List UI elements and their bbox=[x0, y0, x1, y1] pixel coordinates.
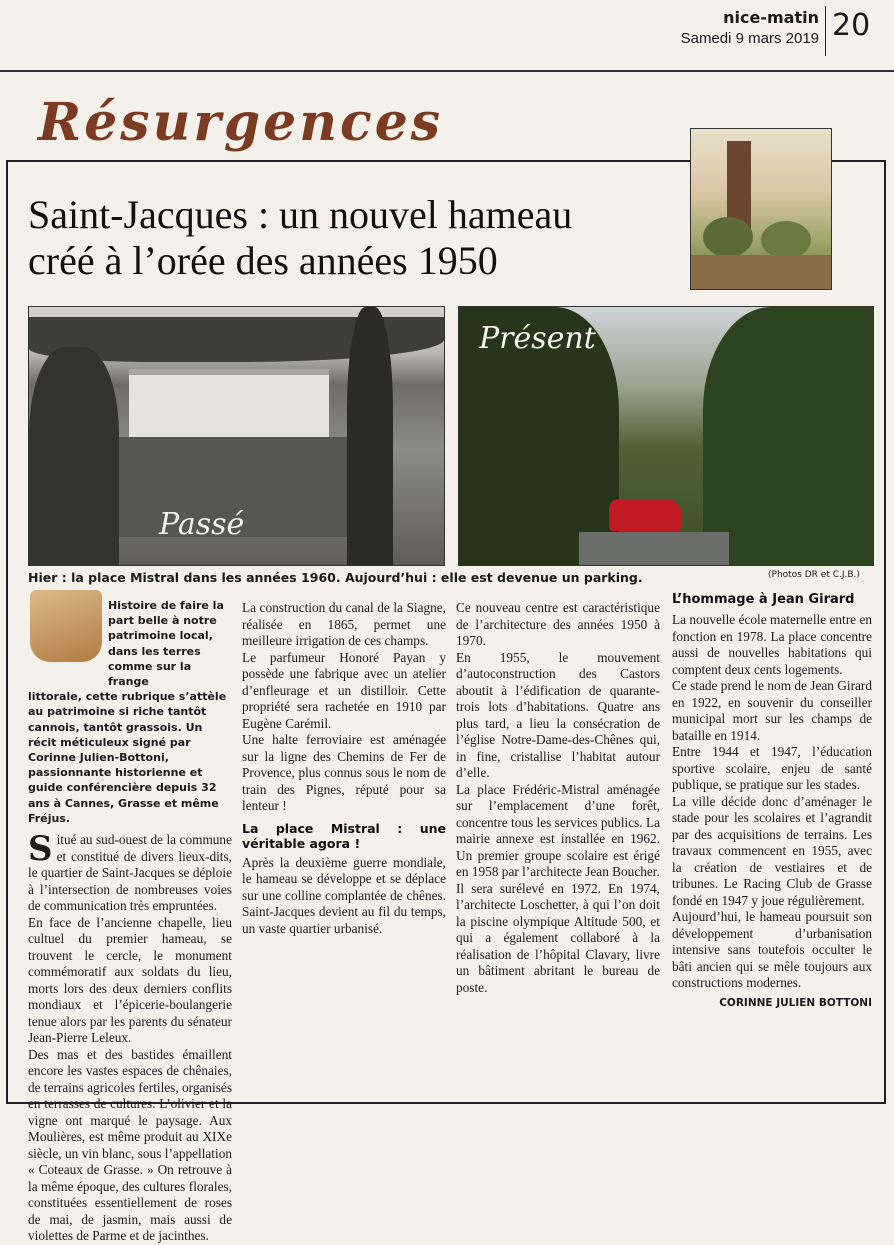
subheading: L’hommage à Jean Girard bbox=[672, 592, 855, 607]
paragraph: Situé au sud-ouest de la commune et constitué de divers lieux-dits, le quartier de Saint-Jacques se déploie à l’intersection de nombreuses voies de communication très empruntées. bbox=[28, 829, 232, 914]
masthead bbox=[0, 0, 894, 70]
paragraph: En 1955, le mouvement d’autoconstruction des Castors aboutit à l’édification de quarante-trois lots d’habitations. Quatre ans plus tard, a lieu la consécration de l’église Notre-Dame-des-Chênes qui, in fine, cristallise l’habitat autour d’elle. bbox=[456, 649, 660, 780]
top-rule bbox=[0, 70, 894, 72]
photo-present bbox=[458, 306, 874, 566]
photo-caption: Hier : la place Mistral dans les années 1960. Aujourd’hui : elle est devenue un parking. bbox=[28, 570, 643, 585]
photo-red-car bbox=[609, 499, 681, 531]
article-headline bbox=[28, 192, 678, 284]
paragraph: Une halte ferroviaire est aménagée sur la ligne des Chemins de Fer de Provence, plus connus sous le nom de train des Pignes, réputé pour sa lenteur ! bbox=[242, 732, 446, 813]
issue-date: Samedi 9 mars 2019 bbox=[680, 30, 819, 47]
rubric-title: Résurgences bbox=[38, 92, 444, 153]
headline-line-1: Saint-Jacques : un nouvel hameau bbox=[28, 192, 573, 237]
column-3 bbox=[456, 600, 660, 996]
photo-credit: (Photos DR et C.J.B.) bbox=[768, 570, 860, 580]
paragraph: Ce stade prend le nom de Jean Girard en 1922, en souvenir du conseiller municipal mort sur les champs de bataille en 1914. bbox=[672, 678, 872, 743]
paragraph: La ville décide donc d’aménager le stade pour les scolaires et l’agrandit par des acquisitions de terrains. Les travaux commencent en 1955, avec la création de vestiaires et de tribunes. Le Racing Club de Grasse fondé en 1947 y joue régulièrement. bbox=[672, 793, 872, 908]
column-1 bbox=[28, 598, 232, 1245]
painting-ground bbox=[691, 255, 831, 289]
drop-cap: S bbox=[28, 829, 53, 870]
newspaper-name: nice-matin bbox=[723, 8, 819, 27]
intro-text: Histoire de faire la part belle à notre patrimoine local, dans les terres comme sur la frange bbox=[108, 599, 224, 689]
paragraph: Aujourd’hui, le hameau poursuit son développement d’urbanisation intensive sans toutefois occulter le bâti ancien qui se mêle toujours aux constructions modernes. bbox=[672, 909, 872, 990]
photo-tree bbox=[29, 347, 119, 565]
paragraph: Après la deuxième guerre mondiale, le hameau se développe et se déplace sur une colline complantée de chênes. Saint-Jacques devient au fil du temps, un vaste quartier urbanisé. bbox=[242, 854, 446, 936]
photo-parking bbox=[579, 532, 729, 565]
paragraph: La nouvelle école maternelle entre en fonction en 1978. La place concentre aussi de nouvelles habitations qui comptent deux cents logements. bbox=[672, 612, 872, 677]
painting-tree bbox=[703, 217, 753, 257]
paragraph: Des mas et des bastides émaillent encore les vastes espaces de chênaies, de terrains agricoles fertiles, organisés en terrasses de cultures. L’olivier et la vigne ont marqué le paysage. Aux Moulières, est même produit au XIXe siècle, un vin blanc, sous l’appellation « Coteaux de Grasse. » On retrouve à la même époque, des cultures florales, constituées essentiellement de roses de mai, de jasmin, mais aussi de violettes de Parme et de jacinthes. bbox=[28, 1046, 232, 1244]
masthead-divider bbox=[825, 6, 826, 56]
author-signature: CORINNE JULIEN BOTTONI bbox=[719, 996, 872, 1009]
paragraph: En face de l’ancienne chapelle, lieu cultuel du premier hameau, se trouvent le cercle, le monument commémoratif aux soldats du lieu, morts lors des deux derniers conflits mondiaux et l’épicerie-boulangerie tenue alors par les parents du sénateur Jean-Pierre Leleux. bbox=[28, 914, 232, 1046]
paragraph: La construction du canal de la Siagne, réalisée en 1865, permet une meilleure irrigation de ces champs. bbox=[242, 600, 446, 648]
photo-tree bbox=[703, 307, 873, 565]
column-2 bbox=[242, 600, 446, 937]
paragraph: Il sera surélevé en 1972. En 1974, l’architecte Loschetter, à qui l’on doit la piscine olympique Altitude 500, et qui a également collaboré à la réalisation de l’hôpital Clavary, livre un bâtiment abritant le bureau de poste. bbox=[456, 880, 660, 995]
photo-cypress bbox=[347, 307, 393, 565]
page-number: 20 bbox=[832, 8, 871, 43]
subheading: La place Mistral : une véritable agora ! bbox=[242, 820, 446, 851]
photo-past-label: Passé bbox=[159, 507, 245, 542]
painting-illustration bbox=[690, 128, 832, 290]
paragraph: Le parfumeur Honoré Payan y possède une fabrique avec un atelier d’enfleurage et un distilloir. Cette propriété sera rachetée en 1910 par Eugène Carémil. bbox=[242, 649, 446, 731]
photo-present-label: Présent bbox=[479, 321, 596, 356]
photo-building bbox=[129, 369, 329, 445]
painting-tree bbox=[761, 221, 811, 259]
intro-text: littorale, cette rubrique s’attèle au patrimoine si riche tantôt cannois, tantôt grassois. Un récit méticuleux signé par Corinne Julien-Bottoni, passionnante historienne et guide conférencière depuis 32 ans à Cannes, Grasse et même Fréjus. bbox=[28, 690, 227, 825]
headline-line-2: créé à l’orée des années 1950 bbox=[28, 238, 498, 283]
paragraph: Entre 1944 et 1947, l’éducation sportive scolaire, enjeu de santé publique, se pratique sur les stades. bbox=[672, 744, 872, 792]
photo-past bbox=[28, 306, 445, 566]
paragraph: La place Frédéric-Mistral aménagée sur l’emplacement d’une forêt, concentre tous les services publics. La mairie annexe est installée en 1962. Un premier groupe scolaire est érigé en 1958 par l’architecte Jean Boucher. bbox=[456, 781, 660, 879]
paragraph: Ce nouveau centre est caractéristique de l’architecture des années 1950 à 1970. bbox=[456, 600, 660, 648]
column-4 bbox=[672, 592, 872, 1011]
